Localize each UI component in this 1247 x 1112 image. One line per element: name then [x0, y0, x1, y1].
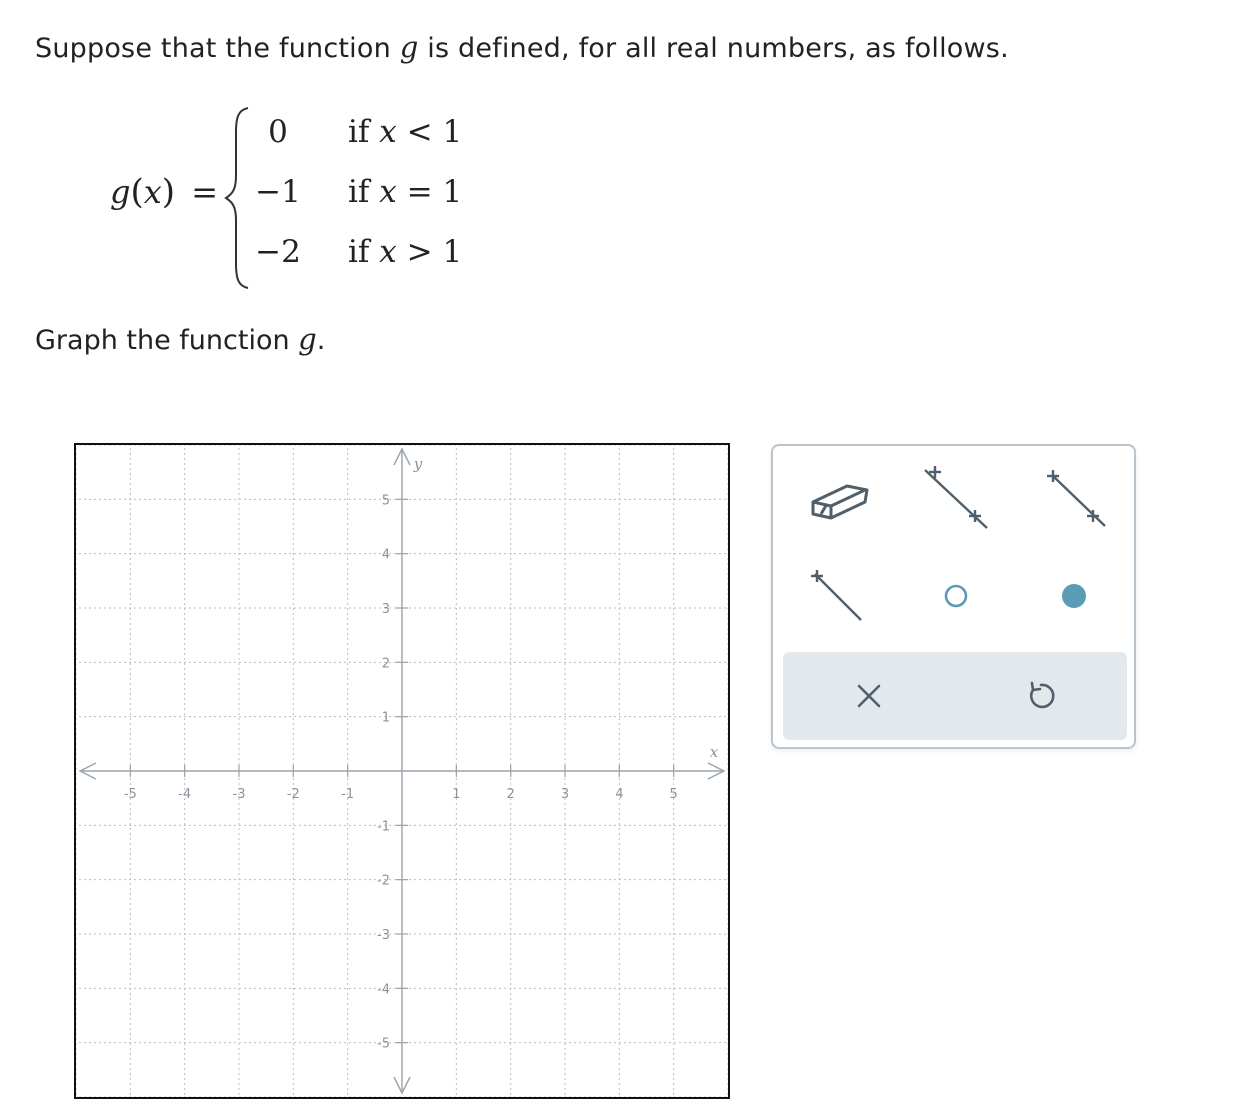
case-condition-1	[348, 114, 462, 150]
coordinate-plane[interactable]	[74, 443, 730, 1099]
x-tick-label: -3	[232, 787, 246, 802]
y-tick-label: 2	[381, 656, 390, 672]
case-value-1: 0	[268, 114, 288, 150]
function-lhs	[110, 172, 218, 212]
open-dot-tool[interactable]	[911, 558, 1001, 628]
eraser-icon	[795, 464, 885, 534]
graph-prompt	[35, 322, 325, 356]
y-tick-label: -5	[377, 1036, 390, 1052]
cond-var-1: x	[379, 114, 397, 150]
cond-var-3: x	[379, 234, 397, 270]
y-tick-label: 4	[381, 547, 390, 563]
y-axis-label: y	[413, 455, 423, 473]
line-tool[interactable]	[911, 460, 1001, 530]
undo-button[interactable]	[1009, 666, 1073, 726]
problem-intro	[35, 30, 1009, 64]
cond-if-1: if	[348, 114, 370, 150]
cond-var-2: x	[379, 174, 397, 210]
prompt-text-after: .	[316, 325, 326, 356]
eraser-tool[interactable]	[795, 464, 885, 534]
x-tick-label: 3	[560, 787, 570, 802]
x-tick-label: 2	[506, 787, 515, 802]
y-tick-label: 1	[381, 710, 390, 726]
intro-text-after: is defined, for all real numbers, as follows.	[418, 33, 1009, 64]
cond-op-1: <	[406, 114, 433, 150]
x-axis-label: x	[709, 743, 719, 761]
function-name: g	[110, 173, 131, 211]
case-value-3: −2	[255, 234, 301, 270]
x-tick-label: 1	[452, 787, 461, 802]
cond-if-2: if	[348, 174, 370, 210]
segment-icon	[795, 558, 885, 628]
y-tick-label: -1	[377, 819, 390, 835]
toolbox-actions	[783, 652, 1127, 740]
line-icon	[911, 460, 1001, 530]
prompt-variable: g	[298, 322, 317, 356]
x-icon	[837, 666, 901, 726]
graph-canvas[interactable]	[74, 443, 730, 1099]
y-tick-label: 5	[381, 493, 390, 509]
piecewise-definition	[110, 100, 510, 290]
x-tick-label: -2	[286, 787, 300, 802]
x-tick-label: -4	[178, 787, 192, 802]
closed-dot-icon	[1029, 558, 1119, 628]
open-paren: (	[130, 172, 144, 212]
clear-button[interactable]	[837, 666, 901, 726]
close-paren: )	[161, 172, 176, 212]
open-dot-icon	[911, 558, 1001, 628]
closed-dot-tool[interactable]	[1029, 558, 1119, 628]
cond-rhs-3: 1	[442, 234, 463, 270]
case-value-2: −1	[255, 174, 301, 210]
graph-toolbox	[771, 444, 1136, 749]
function-argument: x	[143, 173, 162, 211]
prompt-text-before: Graph the function	[35, 325, 299, 356]
x-tick-label: -5	[123, 787, 137, 802]
ray-icon	[1029, 460, 1119, 530]
ray-tool[interactable]	[1029, 460, 1119, 530]
x-tick-label: 5	[669, 787, 678, 802]
y-tick-label: -3	[377, 928, 390, 943]
cond-if-3: if	[348, 234, 370, 270]
cond-rhs-1: 1	[442, 114, 463, 150]
x-tick-label: 4	[615, 787, 624, 802]
undo-icon	[1009, 666, 1073, 726]
x-tick-label: -1	[341, 787, 355, 802]
cond-op-2: =	[406, 174, 433, 210]
case-condition-3	[348, 234, 462, 270]
cond-op-3: >	[406, 234, 433, 270]
y-tick-label: 3	[381, 602, 390, 617]
cond-rhs-2: 1	[442, 174, 463, 210]
y-tick-label: -4	[377, 982, 390, 998]
intro-text-before: Suppose that the function	[35, 33, 400, 64]
equals-sign: =	[191, 173, 219, 211]
intro-variable: g	[399, 30, 419, 64]
segment-tool[interactable]	[795, 558, 885, 628]
case-condition-2	[348, 174, 462, 210]
y-tick-label: -2	[377, 873, 390, 889]
